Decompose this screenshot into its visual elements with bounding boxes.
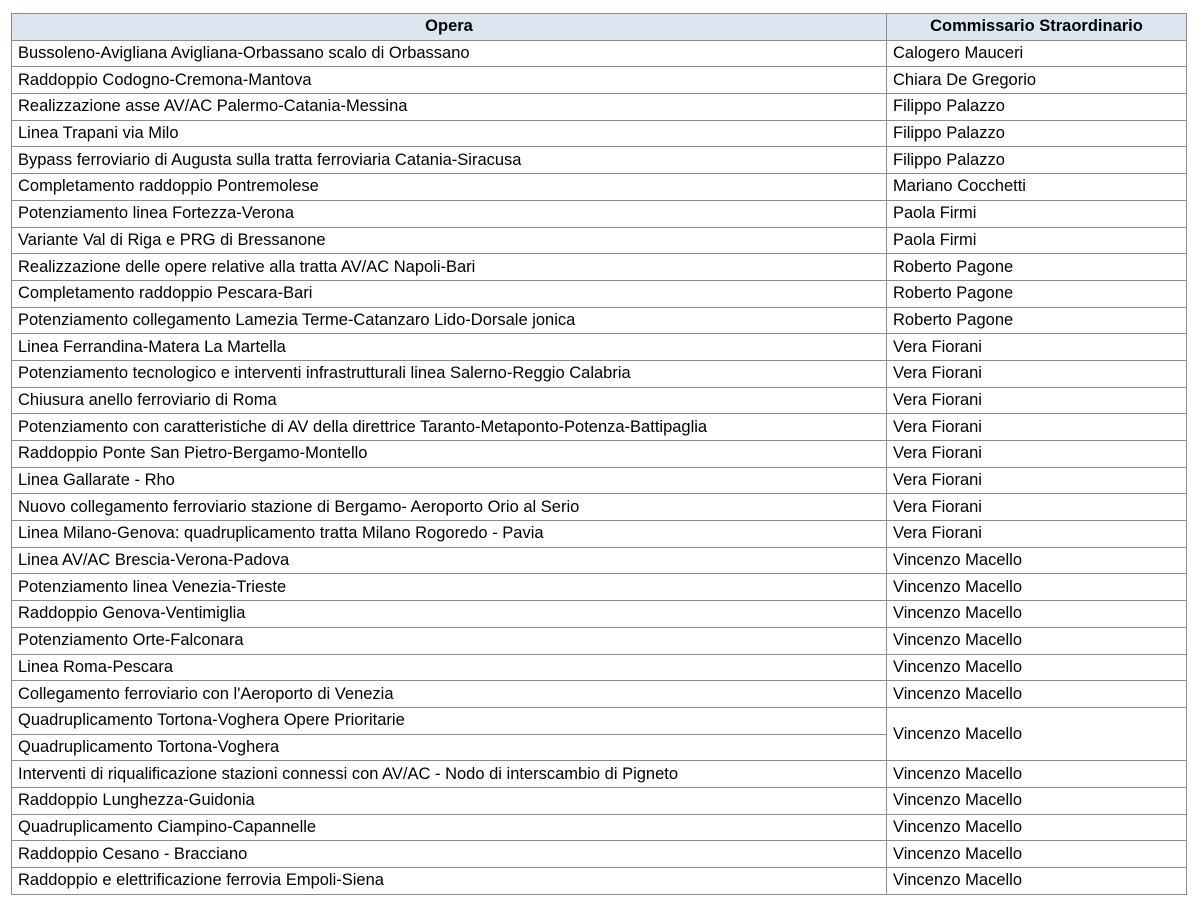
- cell-commissario: Mariano Cocchetti: [887, 174, 1187, 201]
- cell-commissario: Vincenzo Macello: [887, 601, 1187, 628]
- cell-opera: Raddoppio e elettrificazione ferrovia Empoli-Siena: [12, 868, 887, 895]
- table-row: [12, 494, 1187, 521]
- commissari-table: [11, 13, 1187, 895]
- table-row: [12, 601, 1187, 628]
- cell-commissario: Vera Fiorani: [887, 387, 1187, 414]
- table-row: [12, 467, 1187, 494]
- cell-commissario: Roberto Pagone: [887, 307, 1187, 334]
- cell-commissario: Filippo Palazzo: [887, 147, 1187, 174]
- cell-commissario: Vera Fiorani: [887, 467, 1187, 494]
- table-row: [12, 67, 1187, 94]
- table-row: [12, 574, 1187, 601]
- cell-commissario: Filippo Palazzo: [887, 120, 1187, 147]
- cell-opera: Linea Trapani via Milo: [12, 120, 887, 147]
- cell-commissario: Vera Fiorani: [887, 521, 1187, 548]
- cell-commissario: Calogero Mauceri: [887, 40, 1187, 67]
- table-row: [12, 521, 1187, 548]
- cell-opera: Interventi di riqualificazione stazioni connessi con AV/AC - Nodo di interscambio di Pigneto: [12, 761, 887, 788]
- cell-commissario: Vincenzo Macello: [887, 654, 1187, 681]
- commissari-table-container: [11, 13, 1186, 895]
- cell-commissario: Vincenzo Macello: [887, 547, 1187, 574]
- table-row: [12, 547, 1187, 574]
- cell-commissario: Vincenzo Macello: [887, 787, 1187, 814]
- cell-commissario: Chiara De Gregorio: [887, 67, 1187, 94]
- table-row: [12, 627, 1187, 654]
- cell-opera: Linea Roma-Pescara: [12, 654, 887, 681]
- table-row: [12, 254, 1187, 281]
- table-row: [12, 868, 1187, 895]
- cell-commissario: Paola Firmi: [887, 227, 1187, 254]
- cell-opera: Raddoppio Cesano - Bracciano: [12, 841, 887, 868]
- table-row: [12, 227, 1187, 254]
- cell-opera: Raddoppio Ponte San Pietro-Bergamo-Montello: [12, 441, 887, 468]
- table-row: [12, 40, 1187, 67]
- cell-opera: Completamento raddoppio Pescara-Bari: [12, 280, 887, 307]
- table-row: [12, 120, 1187, 147]
- table-row: [12, 681, 1187, 708]
- table-row: [12, 787, 1187, 814]
- header-row: [12, 14, 1187, 41]
- cell-opera: Nuovo collegamento ferroviario stazione di Bergamo- Aeroporto Orio al Serio: [12, 494, 887, 521]
- cell-opera: Raddoppio Codogno-Cremona-Mantova: [12, 67, 887, 94]
- cell-commissario: Vera Fiorani: [887, 414, 1187, 441]
- table-row: [12, 654, 1187, 681]
- cell-commissario-merged: Vincenzo Macello: [887, 707, 1187, 760]
- cell-opera: Bussoleno-Avigliana Avigliana-Orbassano scalo di Orbassano: [12, 40, 887, 67]
- cell-commissario: Paola Firmi: [887, 200, 1187, 227]
- cell-commissario: Vera Fiorani: [887, 494, 1187, 521]
- table-row: [12, 334, 1187, 361]
- cell-opera: Quadruplicamento Tortona-Voghera Opere Prioritarie: [12, 707, 887, 734]
- table-row: [12, 307, 1187, 334]
- cell-commissario: Vincenzo Macello: [887, 868, 1187, 895]
- cell-commissario: Vincenzo Macello: [887, 841, 1187, 868]
- cell-opera: Collegamento ferroviario con l'Aeroporto di Venezia: [12, 681, 887, 708]
- cell-opera: Potenziamento Orte-Falconara: [12, 627, 887, 654]
- cell-opera: Linea Gallarate - Rho: [12, 467, 887, 494]
- cell-opera: Quadruplicamento Ciampino-Capannelle: [12, 814, 887, 841]
- cell-commissario: Vincenzo Macello: [887, 574, 1187, 601]
- table-row: [12, 94, 1187, 121]
- table-row: [12, 147, 1187, 174]
- table-row: [12, 360, 1187, 387]
- cell-commissario: Roberto Pagone: [887, 254, 1187, 281]
- cell-commissario: Roberto Pagone: [887, 280, 1187, 307]
- table-row: [12, 387, 1187, 414]
- column-header-commissario: Commissario Straordinario: [887, 14, 1187, 41]
- cell-opera: Quadruplicamento Tortona-Voghera: [12, 734, 887, 761]
- cell-commissario: Vera Fiorani: [887, 441, 1187, 468]
- table-row: [12, 707, 1187, 734]
- cell-commissario: Filippo Palazzo: [887, 94, 1187, 121]
- cell-opera: Potenziamento tecnologico e interventi infrastrutturali linea Salerno-Reggio Calabria: [12, 360, 887, 387]
- cell-opera: Potenziamento linea Fortezza-Verona: [12, 200, 887, 227]
- table-row: [12, 841, 1187, 868]
- table-row: [12, 174, 1187, 201]
- table-row: [12, 761, 1187, 788]
- cell-opera: Raddoppio Genova-Ventimiglia: [12, 601, 887, 628]
- table-body: [12, 40, 1187, 894]
- cell-commissario: Vincenzo Macello: [887, 681, 1187, 708]
- table-header: [12, 14, 1187, 41]
- cell-opera: Realizzazione delle opere relative alla tratta AV/AC Napoli-Bari: [12, 254, 887, 281]
- cell-commissario: Vincenzo Macello: [887, 761, 1187, 788]
- cell-opera: Linea Milano-Genova: quadruplicamento tratta Milano Rogoredo - Pavia: [12, 521, 887, 548]
- cell-opera: Variante Val di Riga e PRG di Bressanone: [12, 227, 887, 254]
- cell-opera: Bypass ferroviario di Augusta sulla tratta ferroviaria Catania-Siracusa: [12, 147, 887, 174]
- cell-opera: Chiusura anello ferroviario di Roma: [12, 387, 887, 414]
- cell-opera: Potenziamento collegamento Lamezia Terme-Catanzaro Lido-Dorsale jonica: [12, 307, 887, 334]
- cell-commissario: Vincenzo Macello: [887, 814, 1187, 841]
- column-header-opera: Opera: [12, 14, 887, 41]
- table-row: [12, 414, 1187, 441]
- cell-opera: Completamento raddoppio Pontremolese: [12, 174, 887, 201]
- cell-opera: Potenziamento linea Venezia-Trieste: [12, 574, 887, 601]
- cell-commissario: Vera Fiorani: [887, 334, 1187, 361]
- table-row: [12, 200, 1187, 227]
- table-row: [12, 441, 1187, 468]
- table-row: [12, 280, 1187, 307]
- cell-commissario: Vera Fiorani: [887, 360, 1187, 387]
- cell-opera: Raddoppio Lunghezza-Guidonia: [12, 787, 887, 814]
- cell-opera: Potenziamento con caratteristiche di AV della direttrice Taranto-Metaponto-Potenza-Battipaglia: [12, 414, 887, 441]
- table-row: [12, 814, 1187, 841]
- cell-opera: Realizzazione asse AV/AC Palermo-Catania-Messina: [12, 94, 887, 121]
- cell-opera: Linea AV/AC Brescia-Verona-Padova: [12, 547, 887, 574]
- cell-opera: Linea Ferrandina-Matera La Martella: [12, 334, 887, 361]
- cell-commissario: Vincenzo Macello: [887, 627, 1187, 654]
